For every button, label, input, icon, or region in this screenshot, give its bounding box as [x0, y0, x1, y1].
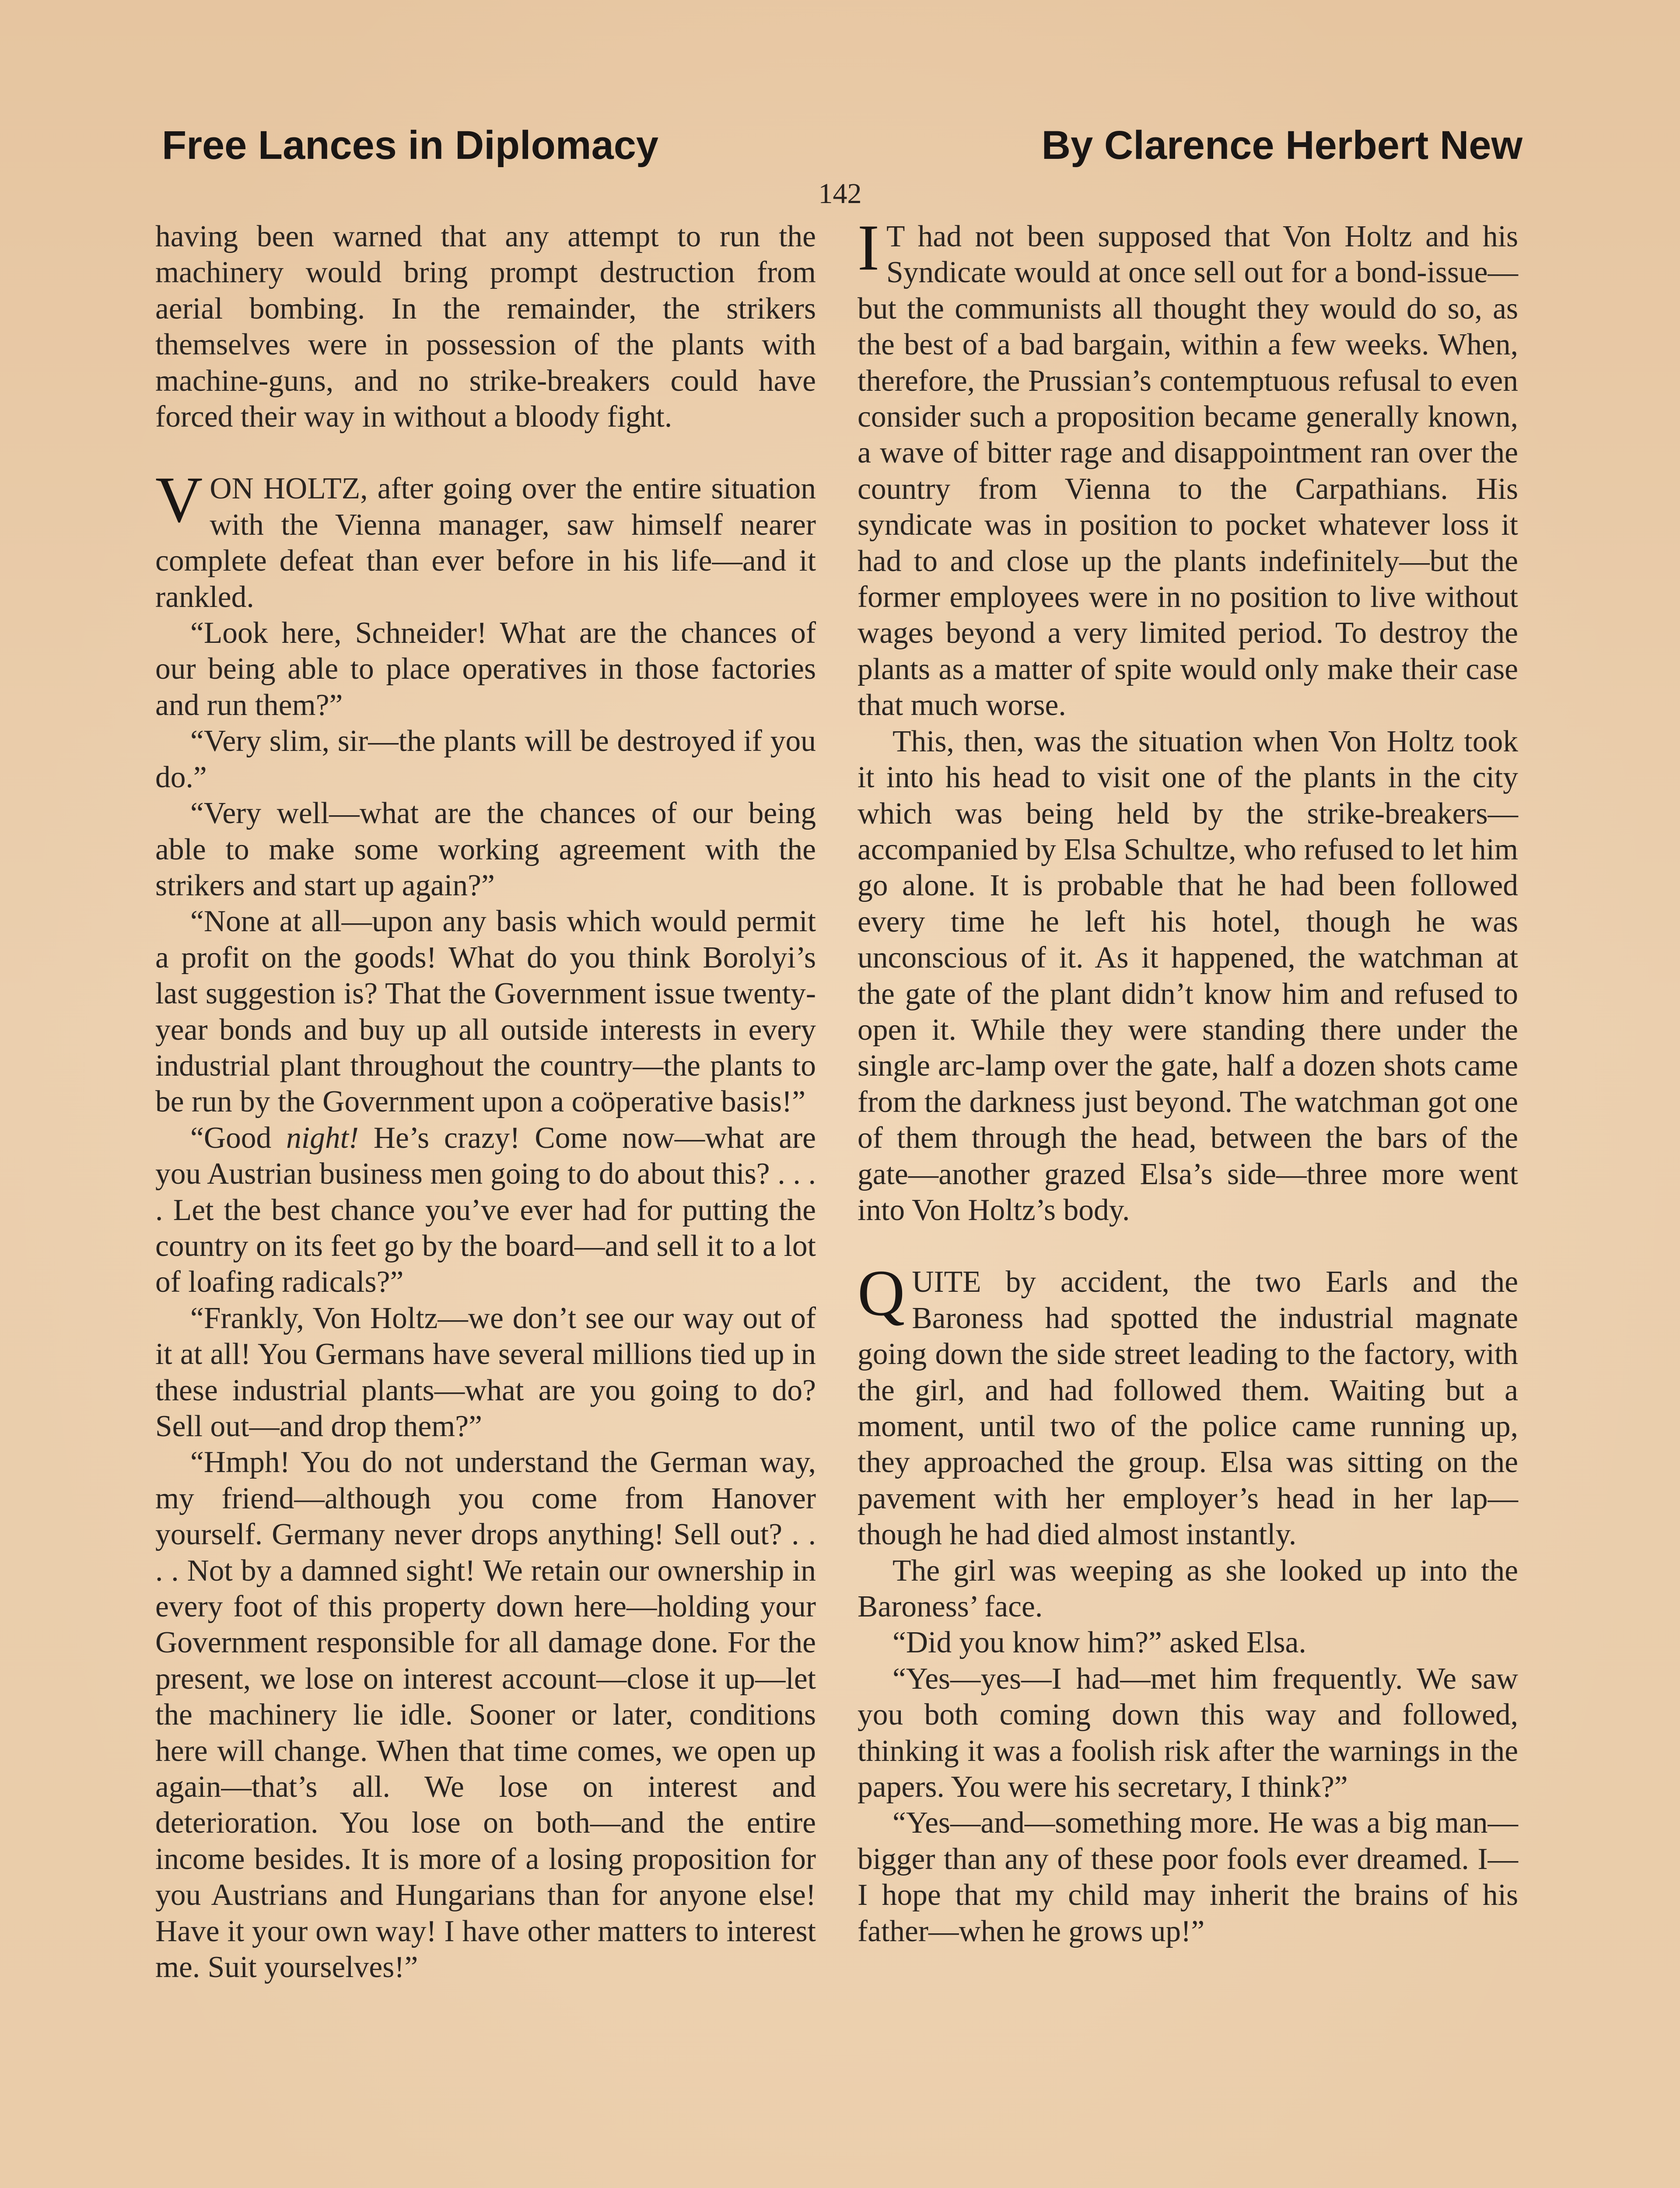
paragraph: “Did you know him?” asked Elsa.	[892, 1626, 1306, 1660]
paragraph: The girl was weeping as she looked up into the Baroness’ face.	[858, 1553, 1518, 1624]
drop-cap: I	[858, 211, 879, 284]
story-title: Free Lances in Diplomacy	[162, 123, 659, 168]
paragraph: “Very slim, sir—the plants will be destroyed if you do.”	[155, 724, 816, 794]
paragraph: “Yes—and—something more. He was a big man—bigger than any of these poor fools ever dreamed. I—I hope that my child may inherit the brains of his father—when he grows up!”	[858, 1806, 1518, 1948]
paragraph-text: “Good	[190, 1121, 287, 1155]
right-column	[858, 211, 1518, 1950]
drop-cap: V	[155, 463, 203, 536]
paragraph	[155, 1120, 816, 1301]
paragraph-text: UITE by accident, the two Earls and the Baroness had spotted the industrial magnate going down the side street leading to the factory, with the girl, and had followed them. Waiting but a moment, until two of the police came running up, they approached the group. Elsa was sitting on the pavement with her employer’s head in her lap—though he had died almost instantly.	[858, 1265, 1518, 1552]
paragraph-text: ON HOLTZ, after going over the entire situation with the Vienna manager, saw himself nearer complete defeat than ever before in his life—and it rankled.	[155, 472, 816, 614]
paragraph-text: T had not been supposed that Von Holtz and his Syndicate would at once sell out for a bond-issue—but the communists all thought they would do so, as the best of a bad bargain, within a few weeks. When, therefore, the Prussian’s contemptuous refusal to even consider such a proposition became generally known, a wave of bitter rage and disappointment ran over the country from Vienna to the Carpathians. His syndicate was in position to pocket whatever loss it had to and close up the plants indefinitely—but the former employees were in no position to live without wages beyond a very limited period. To destroy the plants as a matter of spite would only make their case that much worse.	[858, 220, 1518, 722]
left-column	[155, 219, 816, 1986]
paragraph: “None at all—upon any basis which would permit a profit on the goods! What do you think Borolyi’s last suggestion is? That the Government issue twenty-year bonds and buy up all outside interests in every industrial plant throughout the country—the plants to be run by the Government upon a coöperative basis!”	[155, 905, 816, 1119]
paragraph: “Yes—yes—I had—met him frequently. We saw you both coming down this way and followed, thinking it was a foolish risk after the warnings in the papers. You were his secretary, I think?”	[858, 1662, 1518, 1804]
paragraph: “Very well—what are the chances of our being able to make some working agreement with the strikers and start up again?”	[155, 796, 816, 902]
drop-cap: Q	[858, 1257, 905, 1330]
paragraph-dropcap	[155, 463, 816, 615]
paragraph-dropcap	[858, 1257, 1518, 1553]
paragraph-dropcap	[858, 211, 1518, 724]
page-number: 142	[818, 178, 862, 210]
paragraph: “Frankly, Von Holtz—we don’t see our way out of it at all! You Germans have several millions tied up in these industrial plants—what are you going to do? Sell out—and drop them?”	[155, 1301, 816, 1443]
paragraph: “Look here, Schneider! What are the chances of our being able to place operatives in those factories and run them?”	[155, 616, 816, 722]
paragraph: having been warned that any attempt to run the machinery would bring prompt destruction from aerial bombing. In the remainder, the strikers themselves were in possession of the plants with machine-guns, and no strike-breakers could have forced their way in without a bloody fight.	[155, 220, 816, 434]
paragraph-text: He’s crazy! Come now—what are you Austrian business men going to do about this? . . . . Let the best chance you’ve ever had for putting the country on its feet go by the board—and sell it to a lot of loafing radicals?”	[155, 1121, 816, 1299]
paragraph: “Hmph! You do not understand the German way, my friend—although you come from Hanover yourself. Germany never drops anything! Sell out? . . . . Not by a damned sight! We retain our ownership in every foot of this property down here—holding your Government responsible for all damage done. For the present, we lose on interest account—close it up—let the machinery lie idle. Sooner or later, conditions here will change. When that time comes, we open up again—that’s all. We lose on interest and deterioration. You lose on both—and the entire income besides. It is more of a losing proposition for you Austrians and Hungarians than for anyone else! Have it your own way! I have other matters to interest me. Suit yourselves!”	[155, 1445, 816, 1985]
paragraph: This, then, was the situation when Von Holtz took it into his head to visit one of the plants in the city which was being held by the strike-breakers—accompanied by Elsa Schultze, who refused to let him go alone. It is probable that he had been followed every time he left his hotel, though he was unconscious of it. As it happened, the watchman at the gate of the plant didn’t know him and refused to open it. While they were standing there under the single arc-lamp over the gate, half a dozen shots came from the darkness just beyond. The watchman got one of them through the head, between the bars of the gate—another grazed Elsa’s side—three more went into Von Holtz’s body.	[858, 724, 1518, 1227]
author-byline: By Clarence Herbert New	[1041, 123, 1522, 168]
emphasis-text: night!	[286, 1121, 359, 1155]
